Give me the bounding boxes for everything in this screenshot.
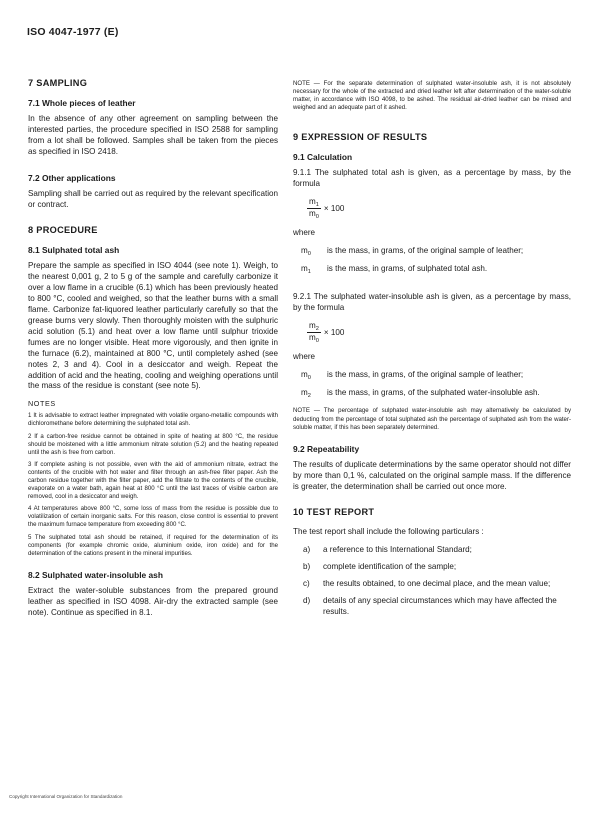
note-1: 1 It is advisable to extract leather impregnated with volatile organo-metallic compounds with dichloromethane before determining the sulphated total ash.	[28, 412, 278, 428]
left-column	[28, 78, 278, 626]
section-7-heading: 7 SAMPLING	[28, 78, 88, 88]
note-2: 2 If a carbon-free residue cannot be obtained in spite of heating at 800 °C, the residue should be moistened with a little ammonium nitrate solution (5.2) and the heating repeated until the ash is free from carbon.	[28, 432, 278, 456]
section-9-heading: 9 EXPRESSION OF RESULTS	[293, 132, 428, 143]
section-7-2-text: Sampling shall be carried out as required by the relevant specification or contract.	[28, 188, 278, 209]
note-5: 5 The sulphated total ash should be retained, if required for the determination of its components (for example chromic oxide, aluminium oxide, iron oxide) and for the determination of the cations present in the mineral impurities.	[28, 533, 278, 557]
section-7-2-heading: 7.2 Other applications	[28, 172, 116, 183]
section-9-1-1-text: 9.1.1 The sulphated total ash is given, as a percentage by mass, by the formula	[293, 168, 571, 189]
formula-total-ash: $\frac{m_1}{m_0}$ × 100	[309, 197, 345, 221]
section-7-1-text: In the absence of any other agreement on sampling between the interested parties, the procedure specified in ISO 2588 for sampling from a lot shall be followed. Samples shall be taken from the pieces as specified in ISO 2418.	[28, 114, 278, 156]
report-item-b: b) complete identification of the sample;	[303, 562, 457, 572]
where-label-2: where	[293, 351, 316, 361]
section-7-1-heading: 7.1 Whole pieces of leather	[28, 98, 136, 108]
note-3: 3 If complete ashing is not possible, even with the aid of ammonium nitrate, extract the contents of the crucible with hot water and filter through an ash-free filter paper. Ash the carbon residue together with the filter paper, add the filtrate to the contents of the crucible, evaporate on a water bath, again heat at 800 °C until the last traces of visible carbon are removed, cool in a desiccator and weigh.	[28, 460, 278, 501]
variable-row: $m_0$ is the mass, in grams, of the original sample of leather;	[301, 246, 524, 258]
where-label-1: where	[293, 228, 316, 238]
right-column	[293, 80, 571, 624]
notes-heading: NOTES	[28, 399, 56, 409]
variable-row: $m_2$ is the mass, in grams, of the sulphated water-insoluble ash.	[301, 387, 540, 399]
section-10-text: The test report shall include the following particulars :	[293, 527, 484, 537]
report-item-a: a) a reference to this International Standard;	[303, 545, 472, 555]
page-header: ISO 4047-1977 (E)	[27, 26, 119, 38]
report-item-d: d) details of any special circumstances which may have affected the results.	[303, 596, 557, 616]
variable-list-2	[293, 370, 571, 402]
report-item-c: c) the results obtained, to one decimal place, and the mean value;	[303, 579, 551, 589]
section-8-2-text: Extract the water-soluble substances from the prepared ground leather as specified in ISO 4098. Air-dry the extracted sample (see note). Continue as specified in 8.1.	[28, 585, 278, 617]
variable-list-1	[293, 246, 571, 278]
section-8-heading: 8 PROCEDURE	[28, 225, 98, 236]
formula-water-insoluble-ash: $\frac{m_2}{m_0}$ × 100	[309, 320, 345, 344]
section-9-2-heading: 9.2 Repeatability	[293, 443, 360, 454]
section-10-heading: 10 TEST REPORT	[293, 507, 375, 518]
section-8-2-heading: 8.2 Sulphated water-insoluble ash	[28, 569, 163, 580]
copyright-footer: Copyright International Organization for Standardization	[9, 794, 123, 799]
section-8-1-text: Prepare the sample as specified in ISO 4044 (see note 1). Weigh, to the nearest 0,001 g, 2 to 5 g of the sample and carefully carbonize it over a low flame in a crucible (6.1) which has been previously heated to 800 °C, cooled and weighed, so that the leather burns with a small flame. Carbonize fat-liquored leather particularly carefully so that the grease burns very slowly. Then thoroughly moisten with the sulphuric acid solution (5.1) and heat over a low flame until sulphur trioxide fumes are no longer visible. Heat more vigorously, and then ignite in the furnace (6.2), maintained at 800 °C, until completely ashed (see notes 2, 3 and 4). Cool in a desiccator and weigh. Repeat the addition of acid and the heating, cooling and weighing operations until the mass of the residue is constant (see note 5).	[28, 261, 278, 391]
note-alternative-calculation: NOTE — The percentage of sulphated water-insoluble ash may alternatively be calculated by deducting from the percentage of total sulphated ash the percentage of sulphated ash from the water-soluble matter, if this has been separately determined.	[293, 407, 571, 431]
section-9-2-text: The results of duplicate determinations by the same operator should not differ by more than 0,1 %, calculated on the original sample mass. If the difference is greater, the determination shall be carried out once more.	[293, 459, 571, 491]
note-water-insoluble: NOTE — For the separate determination of sulphated water-insoluble ash, it is not absolutely necessary for the whole of the extracted and dried leather left after determination of the water-soluble matter, in accordance with ISO 4098, to be ashed. The residual air-dried leather can be mixed and weighed and an adequate part of it ashed.	[293, 80, 571, 112]
variable-row: $m_1$ is the mass, in grams, of sulphated total ash.	[301, 264, 488, 275]
section-8-1-heading: 8.1 Sulphated total ash	[28, 245, 120, 256]
note-4: 4 At temperatures above 800 °C, some loss of mass from the residue is possible due to volatilization of certain inorganic salts. For this reason, close control is essential to prevent the maximum furnace temperature from exceeding 800 °C.	[28, 505, 278, 529]
section-9-1-heading: 9.1 Calculation	[293, 152, 353, 163]
variable-row: $m_0$ is the mass, in grams, of the original sample of leather;	[301, 369, 524, 381]
section-9-2-1-text: 9.2.1 The sulphated water-insoluble ash is given, as a percentage by mass, by the formula	[293, 291, 571, 312]
